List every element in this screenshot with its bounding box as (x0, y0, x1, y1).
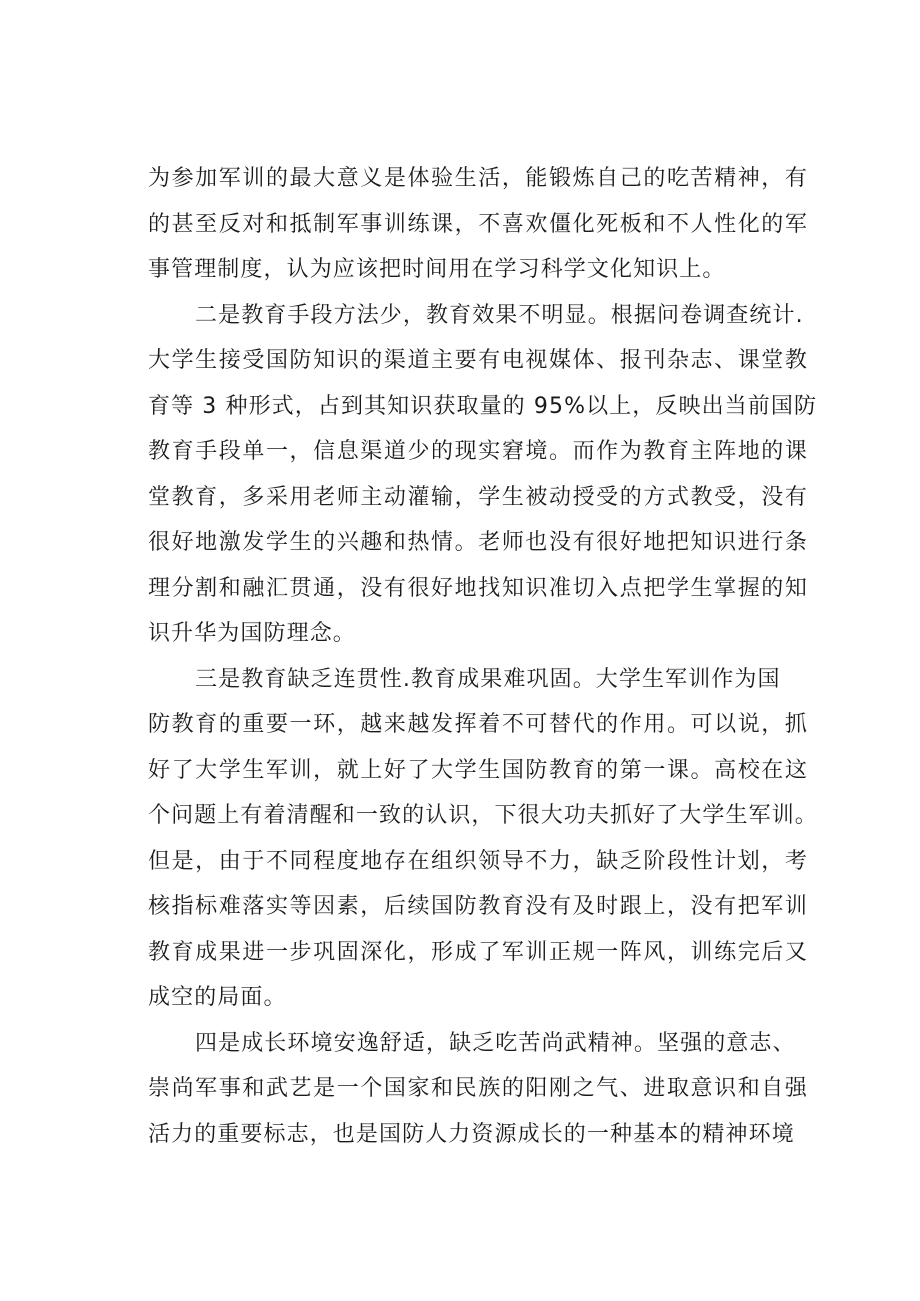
paragraph-first-line: 三是教育缺乏连贯性.教育成果难巩固。大学生军训作为国 (195, 666, 781, 692)
text-line: 为参加军训的最大意义是体验生活，能锻炼自己的吃苦精神，有 (148, 166, 808, 191)
body-text (148, 156, 818, 1157)
text-line: 事管理制度，认为应该把时间用在学习科学文化知识上。 (148, 257, 726, 282)
paragraph-first-line: 二是教育手段方法少，教育效果不明显。根据问卷调查统计. (195, 302, 804, 328)
text-line: 防教育的重要一环，越来越发挥着不可替代的作用。可以说，抓 (148, 712, 808, 737)
text-line: 很好地激发学生的兴趣和热情。老师也没有很好地把知识进行条 (148, 530, 808, 555)
paragraph-first-line: 四是成长环境安逸舒适，缺乏吃苦尚武精神。坚强的意志、 (195, 1030, 796, 1056)
text-line: 堂教育，多采用老师主动灌输，学生被动授受的方式教受，没有 (148, 484, 808, 510)
text-line: 崇尚军事和武艺是一个国家和民族的阳刚之气、进取意识和自强 (148, 1076, 808, 1101)
text-line: 育等 3 种形式，占到其知识获取量的 95%以上，反映出当前国防 (148, 393, 818, 419)
text-line: 理分割和融汇贯通，没有很好地找知识准切入点把学生掌握的知 (148, 575, 808, 601)
text-line: 核指标难落实等因素，后续国防教育没有及时跟上，没有把军训 (148, 894, 808, 919)
text-line: 教育手段单一，信息渠道少的现实窘境。而作为教育主阵地的课 (148, 439, 808, 464)
text-line: 好了大学生军训，就上好了大学生国防教育的第一课。高校在这 (148, 757, 808, 783)
text-line: 教育成果进一步巩固深化，形成了军训正规一阵风，训练完后又 (148, 939, 808, 965)
text-line: 活力的重要标志，也是国防人力资源成长的一种基本的精神环境 (148, 1121, 795, 1147)
text-line: 个问题上有着清醒和一致的认识，下很大功夫抓好了大学生军训。 (148, 803, 818, 828)
text-line: 的甚至反对和抵制军事训练课，不喜欢僵化死板和不人性化的军 (148, 211, 808, 237)
text-line: 但是，由于不同程度地存在组织领导不力，缺乏阶段性计划，考 (148, 848, 808, 874)
text-line: 大学生接受国防知识的渠道主要有电视媒体、报刊杂志、课堂教 (148, 348, 808, 373)
text-line: 识升华为国防理念。 (148, 621, 356, 646)
text-line: 成空的局面。 (148, 985, 287, 1010)
